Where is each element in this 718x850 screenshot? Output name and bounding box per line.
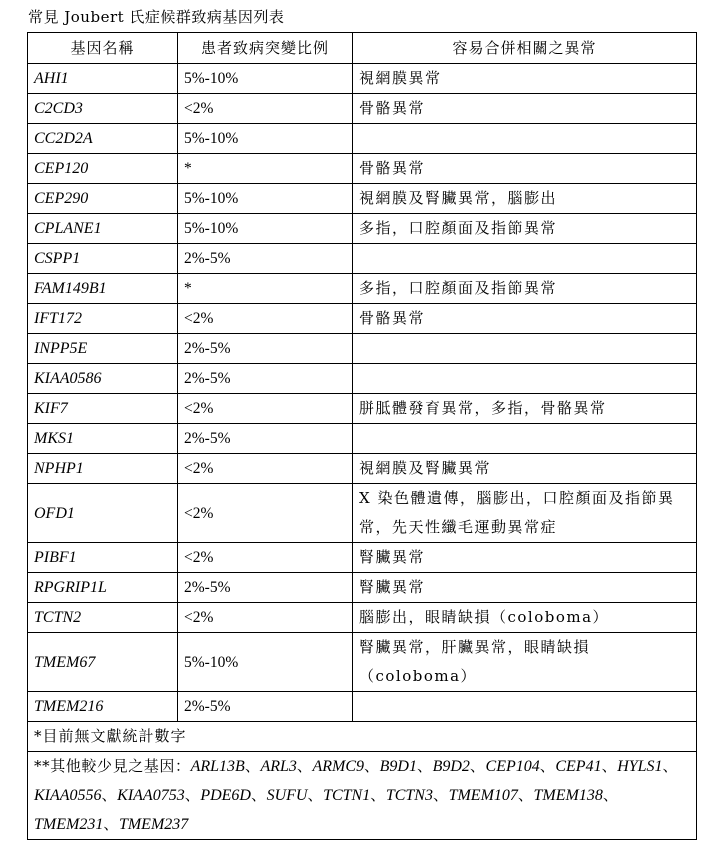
- other-gene-name: CEP41: [555, 758, 602, 775]
- other-gene-name: ARL3: [260, 758, 297, 775]
- table-row: [28, 692, 697, 722]
- gene-name-cell: CC2D2A: [28, 124, 178, 154]
- gene-separator: 、: [296, 757, 313, 775]
- gene-separator: 、: [602, 786, 619, 804]
- table-row: [28, 334, 697, 364]
- associated-anomaly-cell: X 染色體遺傳，腦膨出，口腔顏面及指節異常，先天性纖毛運動異常症: [353, 484, 697, 543]
- associated-anomaly-cell: 骨骼異常: [353, 304, 697, 334]
- table-row: [28, 64, 697, 94]
- other-gene-name: PDE6D: [200, 787, 251, 804]
- table-row: [28, 364, 697, 394]
- other-gene-name: ARMC9: [312, 758, 365, 775]
- gene-name-cell: KIF7: [28, 394, 178, 424]
- footnote-row-1: [28, 722, 697, 752]
- mutation-ratio-cell: <2%: [178, 484, 353, 543]
- mutation-ratio-cell: <2%: [178, 603, 353, 633]
- table-header: [28, 33, 697, 64]
- table-row: [28, 424, 697, 454]
- associated-anomaly-cell: 腦膨出，眼睛缺損（coloboma）: [353, 603, 697, 633]
- other-gene-name: TMEM107: [448, 787, 518, 804]
- associated-anomaly-cell: [353, 334, 697, 364]
- footnote-other-genes-prefix: **其他較少見之基因：: [34, 757, 191, 775]
- gene-table: [27, 32, 697, 840]
- gene-separator: 、: [244, 757, 261, 775]
- gene-separator: 、: [307, 786, 324, 804]
- other-gene-name: SUFU: [266, 787, 308, 804]
- gene-name-cell: KIAA0586: [28, 364, 178, 394]
- gene-separator: 、: [184, 786, 201, 804]
- associated-anomaly-cell: 多指，口腔顏面及指節異常: [353, 214, 697, 244]
- associated-anomaly-cell: 視網膜及腎臟異常: [353, 454, 697, 484]
- mutation-ratio-cell: 2%-5%: [178, 424, 353, 454]
- associated-anomaly-cell: [353, 124, 697, 154]
- table-row: [28, 394, 697, 424]
- gene-separator: 、: [370, 786, 386, 804]
- gene-name-cell: CEP290: [28, 184, 178, 214]
- associated-anomaly-cell: 腎臟異常，肝臟異常，眼睛缺損（coloboma）: [353, 633, 697, 692]
- gene-name-cell: TMEM216: [28, 692, 178, 722]
- gene-name-cell: CSPP1: [28, 244, 178, 274]
- gene-name-cell: AHI1: [28, 64, 178, 94]
- other-gene-name: B9D2: [432, 758, 470, 775]
- table-footnotes: [28, 722, 697, 840]
- table-row: [28, 274, 697, 304]
- associated-anomaly-cell: 胼胝體發育異常，多指，骨骼異常: [353, 394, 697, 424]
- gene-name-cell: FAM149B1: [28, 274, 178, 304]
- mutation-ratio-cell: 5%-10%: [178, 214, 353, 244]
- associated-anomaly-cell: 多指，口腔顏面及指節異常: [353, 274, 697, 304]
- table-row: [28, 184, 697, 214]
- table-caption: 常見 Joubert 氏症候群致病基因列表: [28, 8, 285, 26]
- other-gene-name: KIAA0753: [117, 787, 185, 804]
- other-gene-name: TMEM138: [533, 787, 603, 804]
- mutation-ratio-cell: *: [178, 154, 353, 184]
- gene-name-cell: IFT172: [28, 304, 178, 334]
- table-row: [28, 543, 697, 573]
- associated-anomaly-cell: 骨骼異常: [353, 154, 697, 184]
- gene-separator: 、: [601, 757, 618, 775]
- associated-anomaly-cell: [353, 424, 697, 454]
- table-row: [28, 154, 697, 184]
- table-row: [28, 244, 697, 274]
- mutation-ratio-cell: 2%-5%: [178, 244, 353, 274]
- other-gene-name: TMEM231: [34, 816, 104, 833]
- table-row: [28, 484, 697, 543]
- mutation-ratio-cell: <2%: [178, 304, 353, 334]
- table-row: [28, 633, 697, 692]
- table-row: [28, 94, 697, 124]
- table-row: [28, 124, 697, 154]
- associated-anomaly-cell: [353, 364, 697, 394]
- gene-name-cell: C2CD3: [28, 94, 178, 124]
- mutation-ratio-cell: <2%: [178, 543, 353, 573]
- gene-name-cell: PIBF1: [28, 543, 178, 573]
- mutation-ratio-cell: <2%: [178, 454, 353, 484]
- mutation-ratio-cell: 5%-10%: [178, 184, 353, 214]
- gene-name-cell: OFD1: [28, 484, 178, 543]
- table-body: [28, 64, 697, 722]
- gene-separator: 、: [517, 786, 534, 804]
- other-gene-name: TMEM237: [118, 816, 189, 833]
- table-row: [28, 214, 697, 244]
- other-gene-name: B9D1: [379, 758, 417, 775]
- mutation-ratio-cell: 2%-5%: [178, 334, 353, 364]
- associated-anomaly-cell: 腎臟異常: [353, 543, 697, 573]
- gene-name-cell: NPHP1: [28, 454, 178, 484]
- gene-separator: 、: [662, 757, 679, 775]
- footnote-other-genes: [28, 752, 697, 840]
- other-gene-name: TCTN1: [323, 787, 371, 804]
- mutation-ratio-cell: 5%-10%: [178, 633, 353, 692]
- associated-anomaly-cell: 視網膜異常: [353, 64, 697, 94]
- mutation-ratio-cell: 5%-10%: [178, 64, 353, 94]
- header-gene-name: 基因名稱: [28, 33, 178, 64]
- associated-anomaly-cell: 腎臟異常: [353, 573, 697, 603]
- mutation-ratio-cell: <2%: [178, 94, 353, 124]
- mutation-ratio-cell: 2%-5%: [178, 692, 353, 722]
- other-gene-name: CEP104: [485, 758, 540, 775]
- other-gene-name: ARL13B: [190, 758, 245, 775]
- header-row: [28, 33, 697, 64]
- gene-name-cell: CPLANE1: [28, 214, 178, 244]
- gene-separator: 、: [432, 786, 449, 804]
- mutation-ratio-cell: *: [178, 274, 353, 304]
- mutation-ratio-cell: 2%-5%: [178, 573, 353, 603]
- gene-separator: 、: [416, 757, 433, 775]
- gene-separator: 、: [469, 757, 486, 775]
- footnote-row-2: [28, 752, 697, 840]
- mutation-ratio-cell: 2%-5%: [178, 364, 353, 394]
- gene-separator: 、: [539, 757, 556, 775]
- gene-name-cell: TMEM67: [28, 633, 178, 692]
- gene-name-cell: TCTN2: [28, 603, 178, 633]
- table-row: [28, 454, 697, 484]
- gene-separator: 、: [101, 786, 118, 804]
- associated-anomaly-cell: 骨骼異常: [353, 94, 697, 124]
- associated-anomaly-cell: [353, 244, 697, 274]
- other-gene-name: TCTN3: [385, 787, 433, 804]
- gene-name-cell: CEP120: [28, 154, 178, 184]
- footnote-no-statistics: *目前無文獻統計數字: [28, 722, 697, 752]
- gene-name-cell: INPP5E: [28, 334, 178, 364]
- header-mutation-ratio: 患者致病突變比例: [178, 33, 353, 64]
- gene-name-cell: RPGRIP1L: [28, 573, 178, 603]
- associated-anomaly-cell: [353, 692, 697, 722]
- other-gene-name: KIAA0556: [34, 787, 102, 804]
- mutation-ratio-cell: 5%-10%: [178, 124, 353, 154]
- table-row: [28, 603, 697, 633]
- gene-separator: 、: [250, 786, 267, 804]
- table-row: [28, 573, 697, 603]
- other-gene-name: HYLS1: [617, 758, 663, 775]
- mutation-ratio-cell: <2%: [178, 394, 353, 424]
- header-associated-anomalies: 容易合併相關之異常: [353, 33, 697, 64]
- gene-separator: 、: [364, 757, 380, 775]
- associated-anomaly-cell: 視網膜及腎臟異常，腦膨出: [353, 184, 697, 214]
- gene-name-cell: MKS1: [28, 424, 178, 454]
- gene-separator: 、: [103, 815, 119, 833]
- table-row: [28, 304, 697, 334]
